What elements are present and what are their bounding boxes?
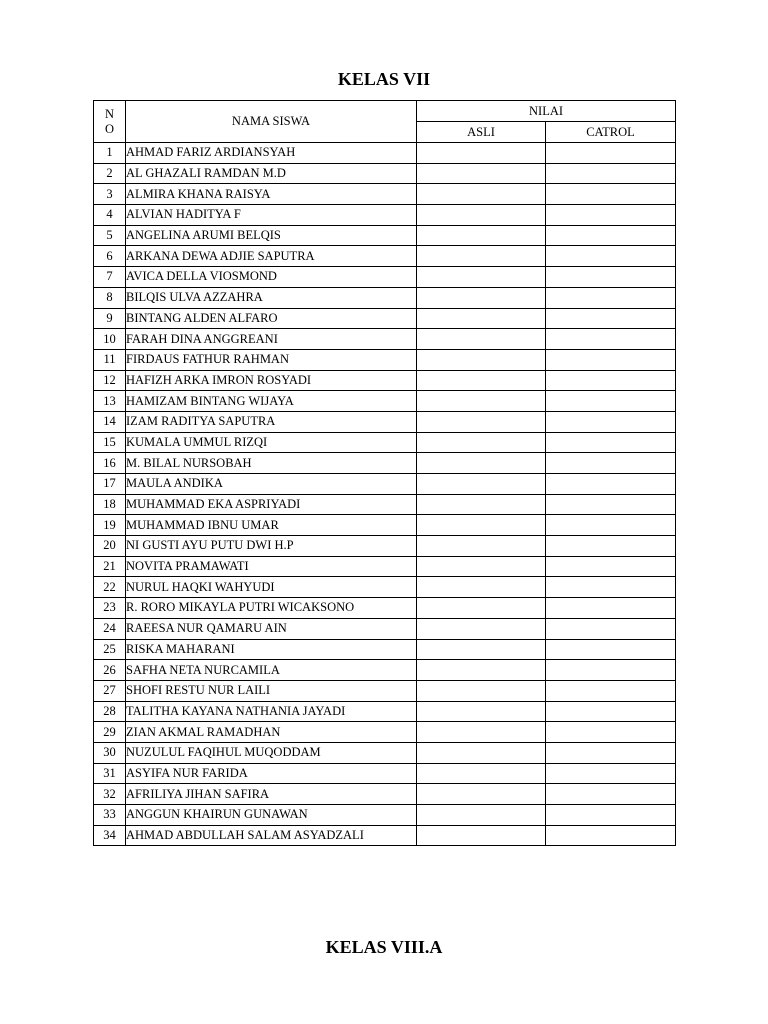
- table-row: [94, 349, 676, 370]
- student-name: FARAH DINA ANGGREANI: [126, 329, 417, 350]
- header-no: [94, 101, 126, 143]
- header-name: NAMA SISWA: [126, 101, 417, 143]
- grade-catrol-cell[interactable]: [546, 329, 676, 350]
- grade-asli-cell[interactable]: [417, 577, 546, 598]
- grade-asli-cell[interactable]: [417, 680, 546, 701]
- student-name: AHMAD FARIZ ARDIANSYAH: [126, 143, 417, 164]
- row-number: 12: [94, 370, 126, 391]
- student-name: NURUL HAQKI WAHYUDI: [126, 577, 417, 598]
- table-row: [94, 329, 676, 350]
- table-row: [94, 680, 676, 701]
- grade-catrol-cell[interactable]: [546, 805, 676, 826]
- grade-asli-cell[interactable]: [417, 639, 546, 660]
- table-row: [94, 267, 676, 288]
- row-number: 10: [94, 329, 126, 350]
- table-row: [94, 742, 676, 763]
- row-number: 16: [94, 453, 126, 474]
- row-number: 24: [94, 618, 126, 639]
- grades-table: [93, 100, 676, 846]
- grade-catrol-cell[interactable]: [546, 680, 676, 701]
- grade-catrol-cell[interactable]: [546, 349, 676, 370]
- row-number: 7: [94, 267, 126, 288]
- student-name: TALITHA KAYANA NATHANIA JAYADI: [126, 701, 417, 722]
- table-row: [94, 722, 676, 743]
- row-number: 11: [94, 349, 126, 370]
- table-row: [94, 494, 676, 515]
- grade-asli-cell[interactable]: [417, 536, 546, 557]
- grade-catrol-cell[interactable]: [546, 763, 676, 784]
- student-name: ASYIFA NUR FARIDA: [126, 763, 417, 784]
- grade-asli-cell[interactable]: [417, 515, 546, 536]
- grade-asli-cell[interactable]: [417, 660, 546, 681]
- grade-catrol-cell[interactable]: [546, 143, 676, 164]
- table-row: [94, 763, 676, 784]
- page-title: KELAS VII: [337, 69, 431, 89]
- grade-catrol-cell[interactable]: [546, 784, 676, 805]
- row-number: 22: [94, 577, 126, 598]
- row-number: 25: [94, 639, 126, 660]
- table-row: [94, 660, 676, 681]
- row-number: 33: [94, 805, 126, 826]
- student-name: KUMALA UMMUL RIZQI: [126, 432, 417, 453]
- student-name: MUHAMMAD IBNU UMAR: [126, 515, 417, 536]
- table-row: [94, 453, 676, 474]
- grade-catrol-cell[interactable]: [546, 722, 676, 743]
- header-no-line: N: [104, 106, 115, 121]
- table-row: [94, 618, 676, 639]
- student-name: ALVIAN HADITYA F: [126, 205, 417, 226]
- grade-catrol-cell[interactable]: [546, 598, 676, 619]
- student-name: ZIAN AKMAL RAMADHAN: [126, 722, 417, 743]
- grade-catrol-cell[interactable]: [546, 391, 676, 412]
- grade-catrol-cell[interactable]: [546, 246, 676, 267]
- grade-catrol-cell[interactable]: [546, 515, 676, 536]
- row-number: 23: [94, 598, 126, 619]
- table-row: [94, 701, 676, 722]
- grade-catrol-cell[interactable]: [546, 205, 676, 226]
- grade-catrol-cell[interactable]: [546, 184, 676, 205]
- student-name: ANGGUN KHAIRUN GUNAWAN: [126, 805, 417, 826]
- table-row: [94, 308, 676, 329]
- row-number: 32: [94, 784, 126, 805]
- grade-asli-cell[interactable]: [417, 163, 546, 184]
- row-number: 30: [94, 742, 126, 763]
- grade-catrol-cell[interactable]: [546, 225, 676, 246]
- row-number: 15: [94, 432, 126, 453]
- table-row: [94, 432, 676, 453]
- grade-catrol-cell[interactable]: [546, 494, 676, 515]
- grade-asli-cell[interactable]: [417, 267, 546, 288]
- row-number: 21: [94, 556, 126, 577]
- student-name: NI GUSTI AYU PUTU DWI H.P: [126, 536, 417, 557]
- row-number: 17: [94, 474, 126, 495]
- grade-asli-cell[interactable]: [417, 701, 546, 722]
- student-name: RISKA MAHARANI: [126, 639, 417, 660]
- grade-asli-cell[interactable]: [417, 474, 546, 495]
- grade-asli-cell[interactable]: [417, 784, 546, 805]
- header-asli: ASLI: [417, 122, 546, 143]
- table-row: [94, 556, 676, 577]
- grade-asli-cell[interactable]: [417, 411, 546, 432]
- grade-catrol-cell[interactable]: [546, 163, 676, 184]
- grade-catrol-cell[interactable]: [546, 453, 676, 474]
- grade-catrol-cell[interactable]: [546, 701, 676, 722]
- student-name: SHOFI RESTU NUR LAILI: [126, 680, 417, 701]
- table-row: [94, 225, 676, 246]
- grade-asli-cell[interactable]: [417, 432, 546, 453]
- grade-catrol-cell[interactable]: [546, 742, 676, 763]
- grade-catrol-cell[interactable]: [546, 308, 676, 329]
- row-number: 2: [94, 163, 126, 184]
- row-number: 3: [94, 184, 126, 205]
- table-row: [94, 143, 676, 164]
- table-row: [94, 577, 676, 598]
- student-name: AVICA DELLA VIOSMOND: [126, 267, 417, 288]
- grade-catrol-cell[interactable]: [546, 370, 676, 391]
- table-row: [94, 184, 676, 205]
- student-name: ARKANA DEWA ADJIE SAPUTRA: [126, 246, 417, 267]
- grade-catrol-cell[interactable]: [546, 474, 676, 495]
- student-name: NUZULUL FAQIHUL MUQODDAM: [126, 742, 417, 763]
- row-number: 1: [94, 143, 126, 164]
- grade-asli-cell[interactable]: [417, 370, 546, 391]
- row-number: 27: [94, 680, 126, 701]
- grade-asli-cell[interactable]: [417, 225, 546, 246]
- student-name: HAFIZH ARKA IMRON ROSYADI: [126, 370, 417, 391]
- grade-asli-cell[interactable]: [417, 598, 546, 619]
- student-name: AFRILIYA JIHAN SAFIRA: [126, 784, 417, 805]
- grade-catrol-cell[interactable]: [546, 267, 676, 288]
- grade-catrol-cell[interactable]: [546, 556, 676, 577]
- grade-catrol-cell[interactable]: [546, 411, 676, 432]
- grade-asli-cell[interactable]: [417, 143, 546, 164]
- grade-catrol-cell[interactable]: [546, 660, 676, 681]
- table-row: [94, 411, 676, 432]
- table-row: [94, 287, 676, 308]
- student-name: BINTANG ALDEN ALFARO: [126, 308, 417, 329]
- grade-catrol-cell[interactable]: [546, 536, 676, 557]
- grade-asli-cell[interactable]: [417, 205, 546, 226]
- grade-asli-cell[interactable]: [417, 246, 546, 267]
- row-number: 9: [94, 308, 126, 329]
- student-rows: [94, 143, 676, 846]
- student-name: IZAM RADITYA SAPUTRA: [126, 411, 417, 432]
- student-name: SAFHA NETA NURCAMILA: [126, 660, 417, 681]
- table-row: [94, 246, 676, 267]
- header-nilai: NILAI: [417, 101, 676, 122]
- grade-asli-cell[interactable]: [417, 763, 546, 784]
- table-header-row: [94, 101, 676, 122]
- grade-asli-cell[interactable]: [417, 329, 546, 350]
- grade-asli-cell[interactable]: [417, 453, 546, 474]
- table-row: [94, 825, 676, 846]
- grade-catrol-cell[interactable]: [546, 618, 676, 639]
- grade-asli-cell[interactable]: [417, 308, 546, 329]
- row-number: 29: [94, 722, 126, 743]
- table-row: [94, 205, 676, 226]
- row-number: 13: [94, 391, 126, 412]
- row-number: 6: [94, 246, 126, 267]
- row-number: 8: [94, 287, 126, 308]
- student-name: AL GHAZALI RAMDAN M.D: [126, 163, 417, 184]
- grade-asli-cell[interactable]: [417, 494, 546, 515]
- student-name: FIRDAUS FATHUR RAHMAN: [126, 349, 417, 370]
- student-name: BILQIS ULVA AZZAHRA: [126, 287, 417, 308]
- grade-asli-cell[interactable]: [417, 805, 546, 826]
- table-row: [94, 515, 676, 536]
- table-row: [94, 784, 676, 805]
- grade-asli-cell[interactable]: [417, 556, 546, 577]
- grade-asli-cell[interactable]: [417, 184, 546, 205]
- student-name: AHMAD ABDULLAH SALAM ASYADZALI: [126, 825, 417, 846]
- student-name: M. BILAL NURSOBAH: [126, 453, 417, 474]
- student-name: R. RORO MIKAYLA PUTRI WICAKSONO: [126, 598, 417, 619]
- next-page-title: KELAS VIII.A: [325, 937, 443, 957]
- table-row: [94, 370, 676, 391]
- row-number: 28: [94, 701, 126, 722]
- student-name: HAMIZAM BINTANG WIJAYA: [126, 391, 417, 412]
- student-name: NOVITA PRAMAWATI: [126, 556, 417, 577]
- grade-asli-cell[interactable]: [417, 722, 546, 743]
- row-number: 5: [94, 225, 126, 246]
- grade-asli-cell[interactable]: [417, 391, 546, 412]
- table-row: [94, 536, 676, 557]
- student-name: RAEESA NUR QAMARU AIN: [126, 618, 417, 639]
- table-row: [94, 163, 676, 184]
- table-row: [94, 391, 676, 412]
- grade-catrol-cell[interactable]: [546, 577, 676, 598]
- row-number: 14: [94, 411, 126, 432]
- row-number: 18: [94, 494, 126, 515]
- table-row: [94, 474, 676, 495]
- grade-asli-cell[interactable]: [417, 742, 546, 763]
- grade-asli-cell[interactable]: [417, 349, 546, 370]
- row-number: 20: [94, 536, 126, 557]
- row-number: 26: [94, 660, 126, 681]
- student-name: ALMIRA KHANA RAISYA: [126, 184, 417, 205]
- grade-catrol-cell[interactable]: [546, 639, 676, 660]
- table-row: [94, 805, 676, 826]
- header-catrol: CATROL: [546, 122, 676, 143]
- grade-asli-cell[interactable]: [417, 618, 546, 639]
- grade-asli-cell[interactable]: [417, 287, 546, 308]
- row-number: 4: [94, 205, 126, 226]
- student-name: ANGELINA ARUMI BELQIS: [126, 225, 417, 246]
- row-number: 19: [94, 515, 126, 536]
- table-row: [94, 639, 676, 660]
- grade-catrol-cell[interactable]: [546, 432, 676, 453]
- header-no-line: O: [104, 121, 115, 136]
- row-number: 31: [94, 763, 126, 784]
- student-name: MUHAMMAD EKA ASPRIYADI: [126, 494, 417, 515]
- grade-catrol-cell[interactable]: [546, 825, 676, 846]
- grade-catrol-cell[interactable]: [546, 287, 676, 308]
- student-name: MAULA ANDIKA: [126, 474, 417, 495]
- row-number: 34: [94, 825, 126, 846]
- grade-asli-cell[interactable]: [417, 825, 546, 846]
- table-row: [94, 598, 676, 619]
